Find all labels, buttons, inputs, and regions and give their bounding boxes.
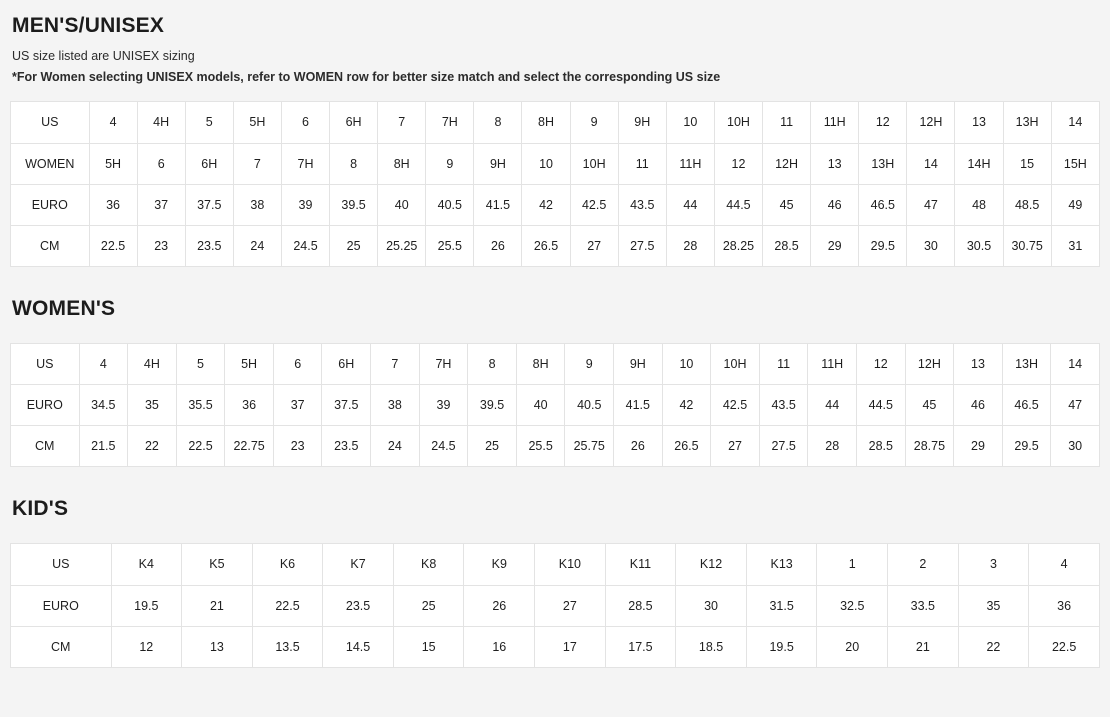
- cell: 22.5: [252, 585, 323, 626]
- cell: 9: [565, 344, 614, 385]
- cell: 13.5: [252, 626, 323, 667]
- section-womens: [10, 297, 1100, 468]
- cell: 9H: [618, 102, 666, 143]
- cell: 12: [714, 143, 762, 184]
- cell: 4: [89, 102, 137, 143]
- cell: 4H: [137, 102, 185, 143]
- cell: 21: [888, 626, 959, 667]
- cell: 24.5: [419, 426, 468, 467]
- cell: 29: [811, 225, 859, 266]
- cell: 35.5: [176, 385, 225, 426]
- cell: 28: [666, 225, 714, 266]
- cell: 23.5: [185, 225, 233, 266]
- cell: K8: [393, 544, 464, 585]
- cell: 13: [955, 102, 1003, 143]
- cell: 40: [516, 385, 565, 426]
- cell: 44.5: [714, 184, 762, 225]
- cell: 29.5: [1002, 426, 1051, 467]
- cell: 8: [474, 102, 522, 143]
- table-row: [11, 102, 1100, 143]
- cell: 30: [1051, 426, 1100, 467]
- cell: 5H: [225, 344, 274, 385]
- cell: 30.75: [1003, 225, 1051, 266]
- cell: 25: [393, 585, 464, 626]
- size-table-kids: [11, 544, 1100, 668]
- cell: 7: [378, 102, 426, 143]
- cell: 2: [888, 544, 959, 585]
- cell: 30: [907, 225, 955, 266]
- cell: 36: [225, 385, 274, 426]
- cell: 27: [711, 426, 760, 467]
- cell: 38: [233, 184, 281, 225]
- cell: 5H: [89, 143, 137, 184]
- cell: 13H: [859, 143, 907, 184]
- cell: 16: [464, 626, 535, 667]
- cell: 15: [1003, 143, 1051, 184]
- cell: 6H: [330, 102, 378, 143]
- cell: 22.5: [176, 426, 225, 467]
- cell: 22: [128, 426, 177, 467]
- cell: 26.5: [522, 225, 570, 266]
- note-women-unisex-reference: *For Women selecting UNISEX models, refer to WOMEN row for better size match and select the corresponding US size: [12, 70, 721, 84]
- cell: 23.5: [322, 426, 371, 467]
- size-table-kids-wrap: [10, 543, 1100, 668]
- cell: 47: [907, 184, 955, 225]
- table-row: [11, 544, 1100, 585]
- cell: 22: [958, 626, 1029, 667]
- cell: 17: [535, 626, 606, 667]
- section-kids: [10, 497, 1100, 668]
- cell: 27.5: [759, 426, 808, 467]
- cell: 36: [1029, 585, 1100, 626]
- table-row: [11, 184, 1100, 225]
- cell: 11H: [808, 344, 857, 385]
- size-table-mens-unisex-wrap: [10, 101, 1100, 267]
- cell: 33.5: [888, 585, 959, 626]
- cell: 11: [763, 102, 811, 143]
- table-row: [11, 426, 1100, 467]
- cell: 24.5: [281, 225, 329, 266]
- page-title-womens: WOMEN'S: [12, 296, 116, 320]
- cell: 48.5: [1003, 184, 1051, 225]
- cell: 28: [808, 426, 857, 467]
- cell: 13H: [1002, 344, 1051, 385]
- row-label: CM: [11, 626, 111, 667]
- cell: 35: [958, 585, 1029, 626]
- cell: 24: [233, 225, 281, 266]
- cell: 10H: [714, 102, 762, 143]
- cell: 44.5: [857, 385, 906, 426]
- cell: 25.25: [378, 225, 426, 266]
- size-table-womens: [11, 344, 1100, 468]
- cell: 11H: [666, 143, 714, 184]
- cell: 25: [468, 426, 517, 467]
- cell: 10H: [711, 344, 760, 385]
- cell: 26: [614, 426, 663, 467]
- cell: 38: [371, 385, 420, 426]
- cell: 46: [954, 385, 1003, 426]
- cell: 5H: [233, 102, 281, 143]
- cell: 11: [618, 143, 666, 184]
- cell: 13: [811, 143, 859, 184]
- cell: 37.5: [185, 184, 233, 225]
- cell: 49: [1051, 184, 1099, 225]
- cell: 21: [182, 585, 253, 626]
- cell: 9: [426, 143, 474, 184]
- cell: 1: [817, 544, 888, 585]
- cell: 10H: [570, 143, 618, 184]
- cell: 45: [763, 184, 811, 225]
- row-label: CM: [11, 426, 79, 467]
- cell: 40.5: [565, 385, 614, 426]
- cell: 9H: [614, 344, 663, 385]
- cell: 37: [137, 184, 185, 225]
- cell: 14: [1051, 344, 1100, 385]
- cell: 14: [1051, 102, 1099, 143]
- cell: 14: [907, 143, 955, 184]
- cell: 28.75: [905, 426, 954, 467]
- row-label: EURO: [11, 585, 111, 626]
- cell: 44: [808, 385, 857, 426]
- cell: 32.5: [817, 585, 888, 626]
- cell: 3: [958, 544, 1029, 585]
- cell: 46.5: [1002, 385, 1051, 426]
- cell: 42.5: [711, 385, 760, 426]
- cell: 41.5: [614, 385, 663, 426]
- cell: 10: [522, 143, 570, 184]
- cell: 47: [1051, 385, 1100, 426]
- cell: 7H: [426, 102, 474, 143]
- cell: 36: [89, 184, 137, 225]
- cell: 23: [137, 225, 185, 266]
- cell: 28.25: [714, 225, 762, 266]
- page-title-kids: KID'S: [12, 497, 69, 520]
- cell: K7: [323, 544, 394, 585]
- cell: K10: [535, 544, 606, 585]
- cell: 14H: [955, 143, 1003, 184]
- cell: 8: [330, 143, 378, 184]
- cell: 13: [954, 344, 1003, 385]
- cell: 23: [273, 426, 322, 467]
- table-row: [11, 225, 1100, 266]
- cell: 41.5: [474, 184, 522, 225]
- cell: 24: [371, 426, 420, 467]
- cell: 46: [811, 184, 859, 225]
- cell: 30.5: [955, 225, 1003, 266]
- cell: 19.5: [111, 585, 182, 626]
- cell: 35: [128, 385, 177, 426]
- cell: 40: [378, 184, 426, 225]
- row-label: US: [11, 102, 89, 143]
- cell: 5: [185, 102, 233, 143]
- cell: 31: [1051, 225, 1099, 266]
- cell: 39: [419, 385, 468, 426]
- page-title-mens-unisex: MEN'S/UNISEX: [12, 14, 165, 37]
- cell: 39.5: [468, 385, 517, 426]
- cell: 25.5: [426, 225, 474, 266]
- cell: 48: [955, 184, 1003, 225]
- cell: K6: [252, 544, 323, 585]
- cell: 19.5: [746, 626, 817, 667]
- cell: 10: [666, 102, 714, 143]
- cell: 4: [79, 344, 128, 385]
- cell: 28.5: [605, 585, 676, 626]
- cell: 10: [662, 344, 711, 385]
- cell: 13H: [1003, 102, 1051, 143]
- cell: 4H: [128, 344, 177, 385]
- cell: K11: [605, 544, 676, 585]
- cell: 14.5: [323, 626, 394, 667]
- cell: 20: [817, 626, 888, 667]
- cell: 11H: [811, 102, 859, 143]
- table-row: [11, 626, 1100, 667]
- cell: 22.5: [1029, 626, 1100, 667]
- cell: 15H: [1051, 143, 1099, 184]
- cell: 43.5: [759, 385, 808, 426]
- cell: 17.5: [605, 626, 676, 667]
- cell: 8H: [522, 102, 570, 143]
- cell: 4: [1029, 544, 1100, 585]
- table-row: [11, 344, 1100, 385]
- cell: 5: [176, 344, 225, 385]
- cell: 46.5: [859, 184, 907, 225]
- cell: 25.75: [565, 426, 614, 467]
- cell: K9: [464, 544, 535, 585]
- cell: 34.5: [79, 385, 128, 426]
- cell: 12: [111, 626, 182, 667]
- row-label: US: [11, 344, 79, 385]
- cell: 9H: [474, 143, 522, 184]
- cell: 30: [676, 585, 747, 626]
- cell: K4: [111, 544, 182, 585]
- cell: 7H: [419, 344, 468, 385]
- cell: 40.5: [426, 184, 474, 225]
- cell: 18.5: [676, 626, 747, 667]
- size-table-womens-wrap: [10, 343, 1100, 468]
- cell: 22.75: [225, 426, 274, 467]
- cell: 6: [137, 143, 185, 184]
- cell: 39.5: [330, 184, 378, 225]
- cell: 7H: [281, 143, 329, 184]
- cell: 27.5: [618, 225, 666, 266]
- cell: 23.5: [323, 585, 394, 626]
- note-unisex-sizing: US size listed are UNISEX sizing: [12, 49, 195, 63]
- cell: 7: [371, 344, 420, 385]
- cell: 27: [535, 585, 606, 626]
- cell: 12H: [905, 344, 954, 385]
- cell: 27: [570, 225, 618, 266]
- cell: 12: [857, 344, 906, 385]
- cell: 22.5: [89, 225, 137, 266]
- cell: 37: [273, 385, 322, 426]
- row-label: EURO: [11, 184, 89, 225]
- cell: 12H: [763, 143, 811, 184]
- cell: 6H: [185, 143, 233, 184]
- row-label: US: [11, 544, 111, 585]
- cell: 6: [273, 344, 322, 385]
- table-row: [11, 385, 1100, 426]
- cell: 28.5: [857, 426, 906, 467]
- cell: 42.5: [570, 184, 618, 225]
- cell: 6: [281, 102, 329, 143]
- cell: 39: [281, 184, 329, 225]
- cell: 29.5: [859, 225, 907, 266]
- cell: 26: [474, 225, 522, 266]
- row-label: EURO: [11, 385, 79, 426]
- size-table-mens-unisex: [11, 102, 1100, 267]
- cell: 6H: [322, 344, 371, 385]
- cell: 44: [666, 184, 714, 225]
- cell: K13: [746, 544, 817, 585]
- cell: 42: [522, 184, 570, 225]
- cell: 28.5: [763, 225, 811, 266]
- table-row: [11, 585, 1100, 626]
- cell: 13: [182, 626, 253, 667]
- cell: 8: [468, 344, 517, 385]
- cell: 7: [233, 143, 281, 184]
- cell: 31.5: [746, 585, 817, 626]
- cell: 8H: [516, 344, 565, 385]
- cell: 9: [570, 102, 618, 143]
- cell: 26.5: [662, 426, 711, 467]
- cell: 45: [905, 385, 954, 426]
- cell: 37.5: [322, 385, 371, 426]
- cell: 11: [759, 344, 808, 385]
- cell: 12H: [907, 102, 955, 143]
- cell: 26: [464, 585, 535, 626]
- cell: 12: [859, 102, 907, 143]
- cell: 25.5: [516, 426, 565, 467]
- cell: 15: [393, 626, 464, 667]
- row-label: CM: [11, 225, 89, 266]
- cell: K5: [182, 544, 253, 585]
- row-label: WOMEN: [11, 143, 89, 184]
- table-row: [11, 143, 1100, 184]
- cell: 25: [330, 225, 378, 266]
- cell: 43.5: [618, 184, 666, 225]
- cell: K12: [676, 544, 747, 585]
- section-mens-unisex: [10, 14, 1100, 267]
- cell: 8H: [378, 143, 426, 184]
- cell: 29: [954, 426, 1003, 467]
- cell: 21.5: [79, 426, 128, 467]
- cell: 42: [662, 385, 711, 426]
